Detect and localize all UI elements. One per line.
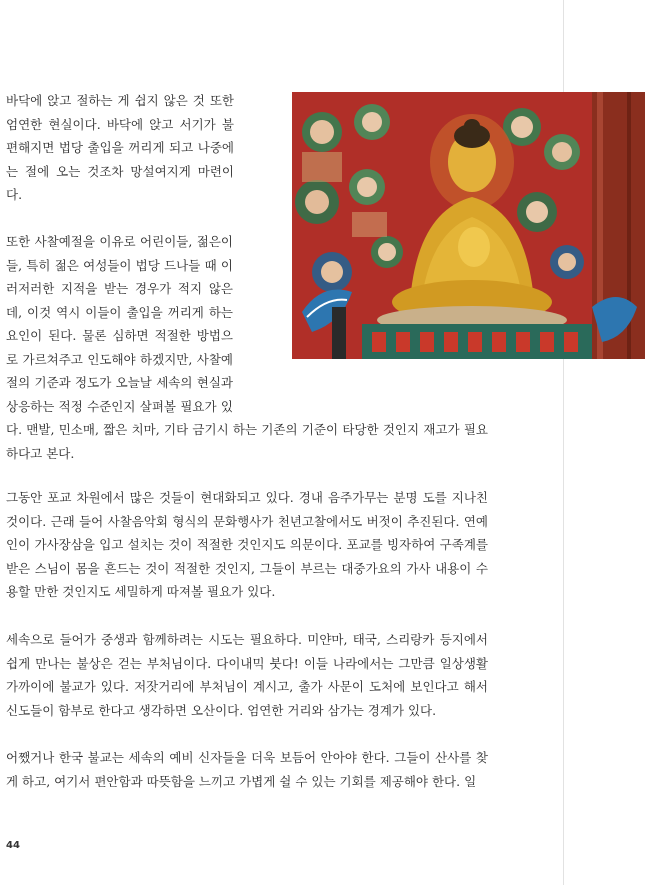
buddha-statue-photo — [292, 92, 645, 359]
paragraph-2-text: 또한 사찰예절을 이유로 어린이들, 젊은이들, 특히 젊은 여성들이 법당 드나들 때 이러저러한 지적을 받는 경우가 적지 않은데, 이것 역시 이들이 출입을 꺼리게 하는 요인이 된다. 물론 심하면 적절한 방법으로 가르쳐주고 인도해야 하겠지만, 사찰예절의 기준과 정도가 오늘날 세속의 현실과 상응하는 적정 수준인지 살펴볼 필요가 있다. 맨발, 민소매, 짧은 치마, 기타 금기시 하는 기존의 기준이 타당한 것인지 재고가 필요하다고 본다. — [6, 234, 488, 461]
buddha-photo-illustration — [292, 92, 645, 359]
paragraph-3: 그동안 포교 차원에서 많은 것들이 현대화되고 있다. 경내 음주가무는 분명 도를 지나친 것이다. 근래 들어 사찰음악회 형식의 문화행사가 천년고찰에서도 버젓이 추진된다. 연예인이 가사장삼을 입고 설치는 것이 적절한 것인지도 의문이다. 포교를 빙자하여 구족계를 받은 스님이 몸을 흔드는 것이 적절한 것인지, 그들이 부르는 대중가요의 가사 내용이 수용할 만한 것인지도 세밀하게 따져볼 필요가 있다. — [6, 490, 488, 599]
paragraph-4: 세속으로 들어가 중생과 함께하려는 시도는 필요하다. 미얀마, 태국, 스리랑카 등지에서 쉽게 만나는 불상은 걷는 부처님이다. 다이내믹 붓다! 이들 나라에서는 그만큼 일상생활 가까이에 불교가 있다. 저잣거리에 부처님이 계시고, 출가 사문이 도처에 보인다고 해서 신도들이 함부로 한다고 생각하면 오산이다. 엄연한 거리와 삼가는 경계가 있다. — [6, 632, 488, 718]
page-number: 44 — [6, 840, 20, 851]
paragraph-1: 바닥에 앉고 절하는 게 쉽지 않은 것 또한 엄연한 현실이다. 바닥에 앉고 서기가 불편해지면 법당 출입을 꺼리게 되고 나중에는 절에 오는 것조차 망설여지게 마련이다. — [6, 93, 234, 202]
paragraph-5: 어쨌거나 한국 불교는 세속의 예비 신자들을 더욱 보듬어 안아야 한다. 그들이 산사를 찾게 하고, 여기서 편안함과 따뜻함을 느끼고 가볍게 쉴 수 있는 기회를 제공해야 한다. 일 — [6, 750, 488, 789]
